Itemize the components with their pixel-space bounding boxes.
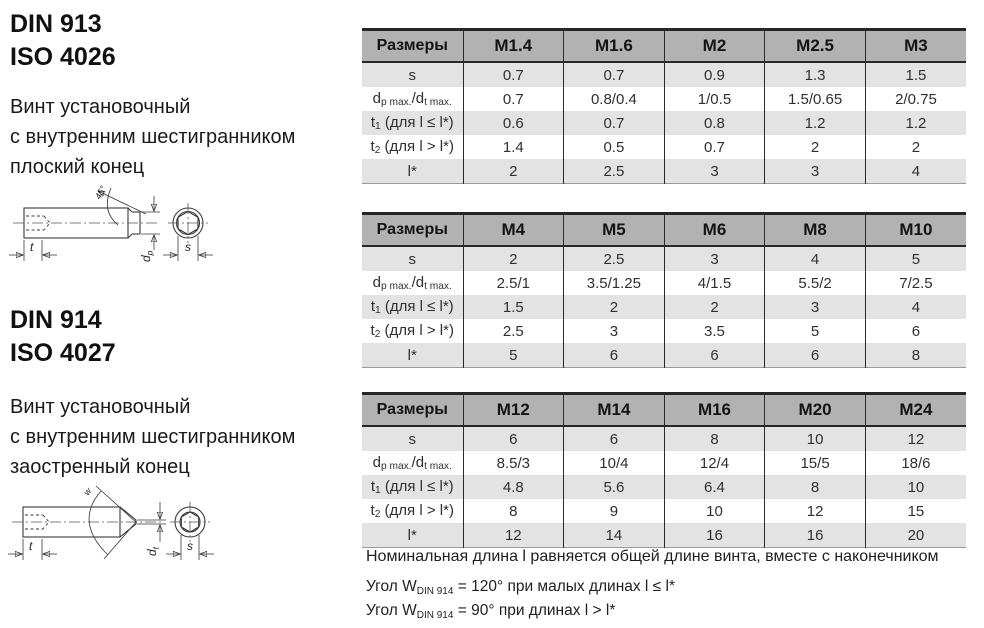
t-label: t	[29, 539, 33, 553]
table-row-dp-dt	[362, 87, 966, 111]
row-label-t2: t2 (для l > l*)	[370, 502, 454, 520]
row-label-s: s	[362, 62, 463, 87]
dim-value-cell: 1.5	[463, 295, 564, 319]
dim-value-cell: 2.5/1	[463, 271, 564, 295]
chamfer-angle-callout	[93, 184, 146, 225]
table-row-l	[362, 343, 966, 368]
column-header-sizes: Размеры	[362, 394, 463, 427]
drawing-din914-cone-point	[0, 470, 250, 625]
note-angle-90: Угол $W_{DIN 914} = 90^\circ$ при длинах l > l*	[366, 602, 616, 621]
dim-value-cell: 6	[564, 426, 665, 451]
dim-value-cell: 0.9	[664, 62, 765, 87]
dim-value-cell: 12	[463, 523, 564, 548]
desc-line: плоский конец	[10, 156, 145, 178]
dim-value-cell: 10	[664, 499, 765, 523]
dim-value-cell: 1.3	[765, 62, 866, 87]
din-913-label: DIN 913	[10, 10, 102, 38]
dim-value-cell: 1.2	[865, 111, 966, 135]
dim-value-cell: 0.7	[564, 62, 665, 87]
dim-value-cell: 3	[564, 319, 665, 343]
dim-value-cell: 8	[865, 343, 966, 368]
dim-value-cell: 0.8/0.4	[564, 87, 665, 111]
dim-value-cell: 6	[865, 319, 966, 343]
dim-value-cell: 16	[664, 523, 765, 548]
end-view-hex-socket	[166, 502, 214, 560]
column-header-sizes: Размеры	[362, 30, 463, 63]
iso-4027-label: ISO 4027	[10, 339, 116, 367]
t-label: t	[30, 240, 34, 254]
table-header-row	[362, 394, 966, 427]
dim-value-cell: 20	[865, 523, 966, 548]
row-label-t1: t1 (для l ≤ l*)	[362, 475, 463, 499]
dim-value-cell: 6	[463, 426, 564, 451]
dim-value-cell: 0.7	[463, 62, 564, 87]
column-header: M12	[463, 394, 564, 427]
dim-value-cell: 6	[765, 343, 866, 368]
column-header: M6	[664, 214, 765, 247]
dim-value-cell: 2	[865, 135, 966, 159]
dim-value-cell: 3.5/1.25	[564, 271, 665, 295]
row-label-t2: t2 (для l > l*)	[370, 322, 454, 340]
dim-value-cell: 0.7	[564, 111, 665, 135]
column-header: M8	[765, 214, 866, 247]
dim-value-cell: 2	[463, 159, 564, 184]
row-label-s: s	[362, 246, 463, 271]
table-row-s	[362, 426, 966, 451]
dim-value-cell: 5	[865, 246, 966, 271]
table-row-t2	[362, 499, 966, 523]
dim-value-cell: 12	[865, 426, 966, 451]
dimension-t	[9, 240, 57, 261]
dim-value-cell: 2.5	[463, 319, 564, 343]
dim-value-cell: 4.8	[463, 475, 564, 499]
dimension-dt	[137, 502, 166, 556]
column-header: M5	[564, 214, 665, 247]
column-header: M1.4	[463, 30, 564, 63]
side-view-flat	[13, 208, 157, 238]
row-label-dp-dt: dp max./dt max.	[372, 274, 452, 292]
dt-label: $d_t$	[145, 546, 161, 556]
desc-line: с внутренним шестигранником	[10, 426, 296, 448]
column-header: M1.6	[564, 30, 665, 63]
dim-value-cell: 8	[765, 475, 866, 499]
table-header-row	[362, 30, 966, 63]
dim-value-cell: 16	[765, 523, 866, 548]
dim-value-cell: 6	[664, 343, 765, 368]
dim-value-cell: 12	[765, 499, 866, 523]
row-label-s: s	[362, 426, 463, 451]
dim-value-cell: 5.6	[564, 475, 665, 499]
column-header: M10	[865, 214, 966, 247]
table-row-t1	[362, 295, 966, 319]
column-header: M4	[463, 214, 564, 247]
dim-value-cell: 1.5/0.65	[765, 87, 866, 111]
description-din913	[10, 92, 295, 182]
dim-value-cell: 0.8	[664, 111, 765, 135]
dim-value-cell: 9	[564, 499, 665, 523]
dim-value-cell: 10	[765, 426, 866, 451]
dim-value-cell: 0.6	[463, 111, 564, 135]
dimension-table-m1_4-m3	[362, 28, 966, 184]
dim-value-cell: 2	[765, 135, 866, 159]
dim-value-cell: 0.7	[463, 87, 564, 111]
angle-w-label: w	[81, 486, 94, 498]
dimension-table-m4-m10	[362, 212, 966, 368]
dim-value-cell: 6	[564, 343, 665, 368]
din-914-label: DIN 914	[10, 306, 102, 334]
column-header: M2.5	[765, 30, 866, 63]
drawing-din913-flat-point	[0, 178, 250, 303]
column-header-sizes: Размеры	[362, 214, 463, 247]
dim-value-cell: 8	[664, 426, 765, 451]
dim-value-cell: 2.5	[564, 159, 665, 184]
row-label-t1: t1 (для l ≤ l*)	[362, 111, 463, 135]
dimension-dp	[139, 196, 160, 262]
row-label-dp-dt: dp max./dt max.	[372, 90, 452, 108]
table-row-dp-dt	[362, 451, 966, 475]
standard-heading-din913	[10, 8, 116, 74]
row-label-dp-dt: dp max./dt max.	[372, 454, 452, 472]
dimension-table-m12-m24	[362, 392, 966, 548]
iso-4026-label: ISO 4026	[10, 43, 116, 71]
dim-value-cell: 5	[463, 343, 564, 368]
dim-value-cell: 2	[664, 295, 765, 319]
standard-heading-din914	[10, 304, 116, 370]
end-view-hex-socket	[163, 203, 213, 261]
dim-value-cell: 1.4	[463, 135, 564, 159]
table-row-dp-dt	[362, 271, 966, 295]
dim-value-cell: 4	[865, 159, 966, 184]
table-row-s	[362, 62, 966, 87]
desc-line: Винт установочный	[10, 96, 191, 118]
dim-value-cell: 12/4	[664, 451, 765, 475]
table-row-l	[362, 523, 966, 548]
dim-value-cell: 18/6	[865, 451, 966, 475]
s-label: s	[187, 539, 193, 553]
dim-value-cell: 3	[664, 159, 765, 184]
dim-value-cell: 10/4	[564, 451, 665, 475]
note-angle-120: Угол $W_{DIN 914} = 120^\circ$ при малых длинах l ≤ l*	[366, 578, 675, 597]
column-header: M20	[765, 394, 866, 427]
row-label-t2: t2 (для l > l*)	[370, 138, 454, 156]
table-row-s	[362, 246, 966, 271]
dim-value-cell: 2/0.75	[865, 87, 966, 111]
desc-line: заостренный конец	[10, 456, 190, 478]
row-label-l: l*	[362, 159, 463, 184]
dim-value-cell: 2	[564, 295, 665, 319]
dim-value-cell: 3	[765, 295, 866, 319]
table-row-l	[362, 159, 966, 184]
dim-value-cell: 4	[765, 246, 866, 271]
dim-value-cell: 4/1.5	[664, 271, 765, 295]
table-row-t2	[362, 135, 966, 159]
table-row-t1	[362, 111, 966, 135]
dim-value-cell: 8.5/3	[463, 451, 564, 475]
dim-value-cell: 1.2	[765, 111, 866, 135]
dim-value-cell: 8	[463, 499, 564, 523]
dim-value-cell: 0.7	[664, 135, 765, 159]
dim-value-cell: 15/5	[765, 451, 866, 475]
dim-value-cell: 15	[865, 499, 966, 523]
dim-value-cell: 1/0.5	[664, 87, 765, 111]
dim-value-cell: 5	[765, 319, 866, 343]
row-label-l: l*	[362, 343, 463, 368]
dim-value-cell: 2	[463, 246, 564, 271]
dim-value-cell: 3	[765, 159, 866, 184]
dim-value-cell: 1.5	[865, 62, 966, 87]
table-header-row	[362, 214, 966, 247]
description-din914	[10, 392, 295, 482]
desc-line: с внутренним шестигранником	[10, 126, 296, 148]
table-row-t2	[362, 319, 966, 343]
dim-value-cell: 6.4	[664, 475, 765, 499]
column-header: M24	[865, 394, 966, 427]
dim-value-cell: 5.5/2	[765, 271, 866, 295]
note-nominal-length: Номинальная длина l равняется общей длине винта, вместе с наконечником	[366, 548, 939, 565]
angle-45-label: 45°	[92, 184, 109, 201]
column-header: M16	[664, 394, 765, 427]
dim-value-cell: 4	[865, 295, 966, 319]
dimension-t	[8, 539, 57, 560]
row-label-l: l*	[362, 523, 463, 548]
dim-value-cell: 14	[564, 523, 665, 548]
column-header: M3	[865, 30, 966, 63]
table-row-t1	[362, 475, 966, 499]
desc-line: Винт установочный	[10, 396, 191, 418]
side-view-cone	[12, 507, 164, 537]
dim-value-cell: 10	[865, 475, 966, 499]
dim-value-cell: 0.5	[564, 135, 665, 159]
row-label-t1: t1 (для l ≤ l*)	[362, 295, 463, 319]
dim-value-cell: 3.5	[664, 319, 765, 343]
dim-value-cell: 3	[664, 246, 765, 271]
s-label: s	[185, 240, 191, 254]
column-header: M2	[664, 30, 765, 63]
dim-value-cell: 7/2.5	[865, 271, 966, 295]
dim-value-cell: 2.5	[564, 246, 665, 271]
dp-label: $d_p$	[139, 250, 155, 262]
column-header: M14	[564, 394, 665, 427]
